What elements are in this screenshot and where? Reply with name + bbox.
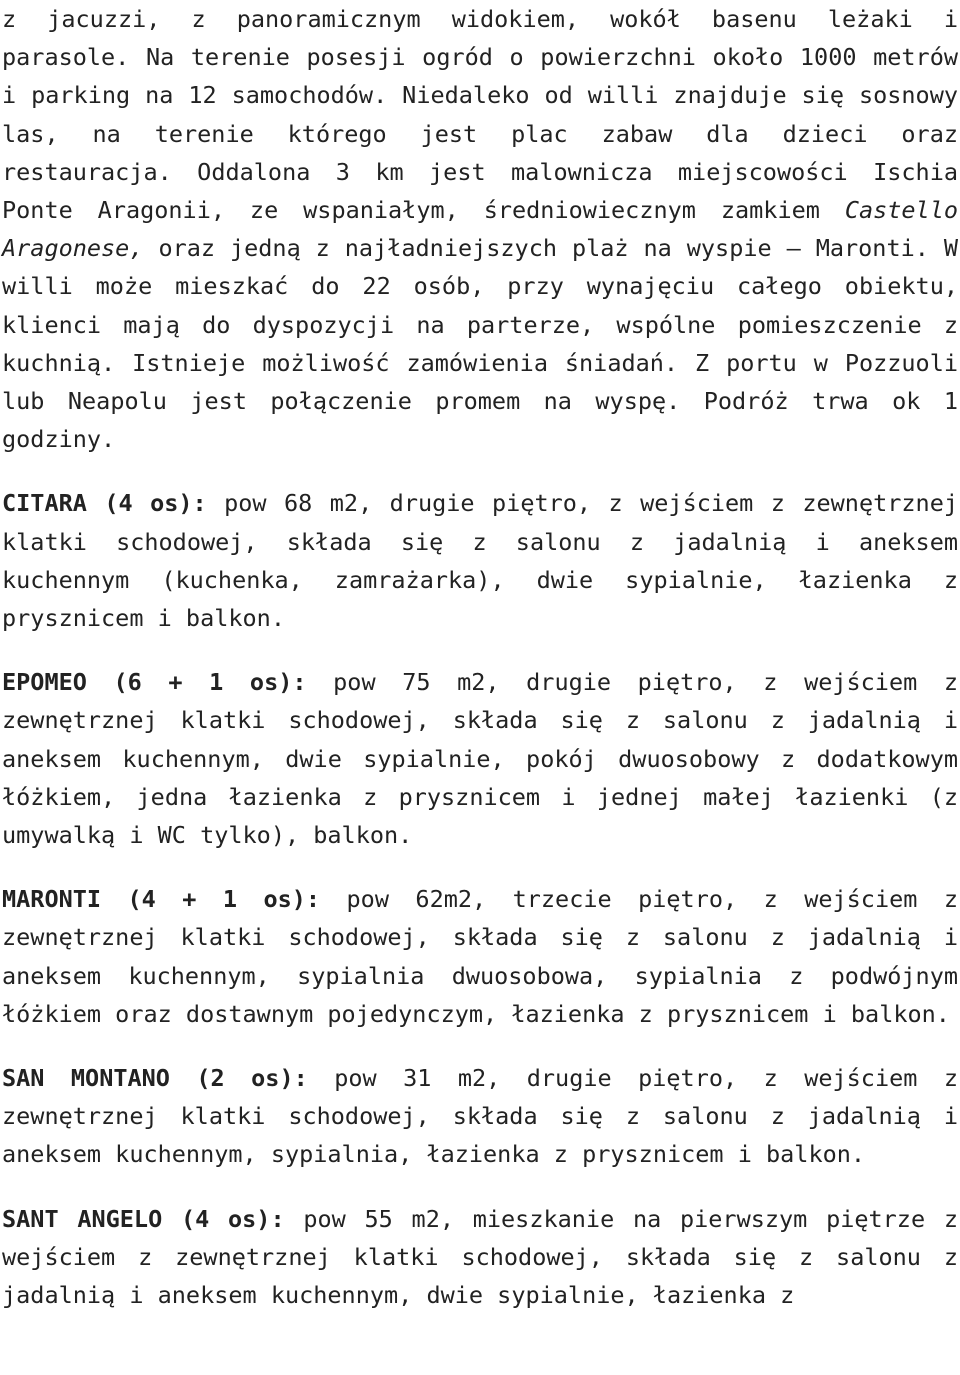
apartment-label: SANT ANGELO (4 os): xyxy=(2,1204,285,1233)
apartment-description: pow 62m2, trzecie piętro, z wejściem z zewnętrznej klatki schodowej, składa się z salonu z jadalnią i aneksem kuchennym, sypialnia dwuosobowa, sypialnia z podwójnym łóżkiem oraz dostawnym pojedynczym, łazienka z prysznicem i balkon. xyxy=(2,885,958,1028)
apartment-description: pow 68 m2, drugie piętro, z wejściem z zewnętrznej klatki schodowej, składa się z salonu z jadalnią i aneksem kuchennym (kuchenka, zamrażarka), dwie sypialnie, łazienka z prysznicem i balkon. xyxy=(2,489,958,633)
apartment-description: pow 31 m2, drugie piętro, z wejściem z zewnętrznej klatki schodowej, składa się z salonu z jadalnią i aneksem kuchennym, sypialnia, łazienka z prysznicem i balkon. xyxy=(2,1064,958,1169)
apartment-epomeo xyxy=(2,663,958,854)
intro-text-b: oraz jedną z najładniejszych plaż na wyspie – Maronti. W willi może mieszkać do 22 osób, przy wynajęciu całego obiektu, klienci mają do dyspozycji na parterze, wspólne pomieszczenie z kuchnią. Istnieje możliwość zamówienia śniadań. Z portu w Pozzuoli lub Neapolu jest połączenie promem na wyspę. Podróż trwa ok 1 godziny. xyxy=(2,234,958,454)
apartment-label: SAN MONTANO (2 os): xyxy=(2,1064,308,1093)
apartment-label: MARONTI (4 + 1 os): xyxy=(2,885,321,914)
castle-name: Castello Aragonese, xyxy=(2,196,958,263)
intro-paragraph xyxy=(2,0,958,458)
document-page xyxy=(2,0,958,1314)
apartment-citara xyxy=(2,484,958,637)
apartment-label: CITARA (4 os): xyxy=(2,489,207,518)
apartment-sant-angelo xyxy=(2,1200,958,1315)
apartment-maronti xyxy=(2,880,958,1033)
apartment-description: pow 55 m2, mieszkanie na pierwszym piętrze z wejściem z zewnętrznej klatki schodowej, składa się z salonu z jadalnią i aneksem kuchennym, dwie sypialnie, łazienka z xyxy=(2,1204,958,1310)
apartment-san-montano xyxy=(2,1059,958,1174)
apartment-description: pow 75 m2, drugie piętro, z wejściem z zewnętrznej klatki schodowej, składa się z salonu z jadalnią i aneksem kuchennym, dwie sypialnie, pokój dwuosobowy z dodatkowym łóżkiem, jedna łazienka z prysznicem i jednej małej łazienki (z umywalką i WC tylko), balkon. xyxy=(2,668,959,850)
intro-text-a: z jacuzzi, z panoramicznym widokiem, wokół basenu leżaki i parasole. Na terenie posesji ogród o powierzchni około 1000 metrów i parking na 12 samochodów. Niedaleko od willi znajduje się sosnowy las, na terenie którego jest plac zabaw dla dzieci oraz restauracja. Oddalona 3 km jest malownicza miejscowości Ischia Ponte Aragonii, ze wspaniałym, średniowiecznym zamkiem xyxy=(2,5,958,225)
apartment-label: EPOMEO (6 + 1 os): xyxy=(2,668,307,697)
